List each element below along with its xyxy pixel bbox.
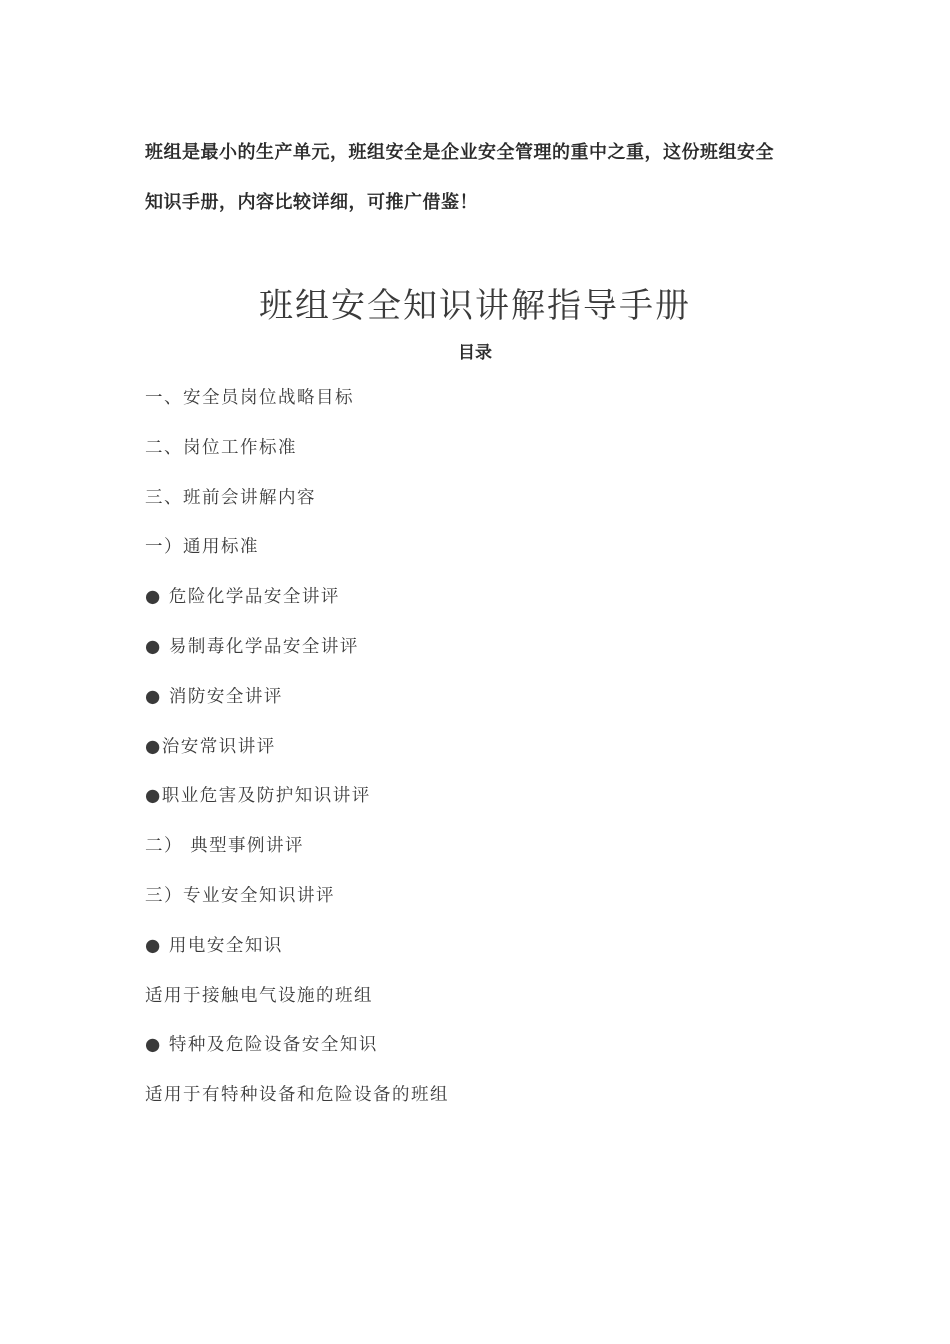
toc-item: ●治安常识讲评 bbox=[145, 736, 276, 757]
toc-item: 三、班前会讲解内容 bbox=[145, 487, 316, 508]
toc-item: ● 特种及危险设备安全知识 bbox=[145, 1035, 378, 1056]
toc-item: 适用于有特种设备和危险设备的班组 bbox=[145, 1085, 449, 1106]
document-title: 班组安全知识讲解指导手册 bbox=[259, 286, 691, 326]
toc-heading: 目录 bbox=[458, 343, 492, 363]
toc-item: ● 消防安全讲评 bbox=[145, 686, 283, 707]
toc-item: ● 危险化学品安全讲评 bbox=[145, 587, 340, 608]
toc-item: 适用于接触电气设施的班组 bbox=[145, 985, 373, 1006]
toc-item: ● 用电安全知识 bbox=[145, 935, 283, 956]
toc-item: 一）通用标准 bbox=[145, 537, 259, 558]
toc-item: ● 易制毒化学品安全讲评 bbox=[145, 636, 359, 657]
toc-item: 三）专业安全知识讲评 bbox=[145, 885, 335, 906]
table-of-contents bbox=[145, 387, 449, 1134]
toc-item: 二） 典型事例讲评 bbox=[145, 836, 305, 857]
intro-text-line-2: 知识手册，内容比较详细，可推广借鉴！ bbox=[145, 192, 478, 213]
toc-item: ●职业危害及防护知识讲评 bbox=[145, 786, 371, 807]
toc-item: 一、安全员岗位战略目标 bbox=[145, 388, 354, 408]
intro-text-line-1: 班组是最小的生产单元，班组安全是企业安全管理的重中之重，这份班组安全 bbox=[145, 142, 774, 163]
toc-item: 二、岗位工作标准 bbox=[145, 437, 297, 458]
